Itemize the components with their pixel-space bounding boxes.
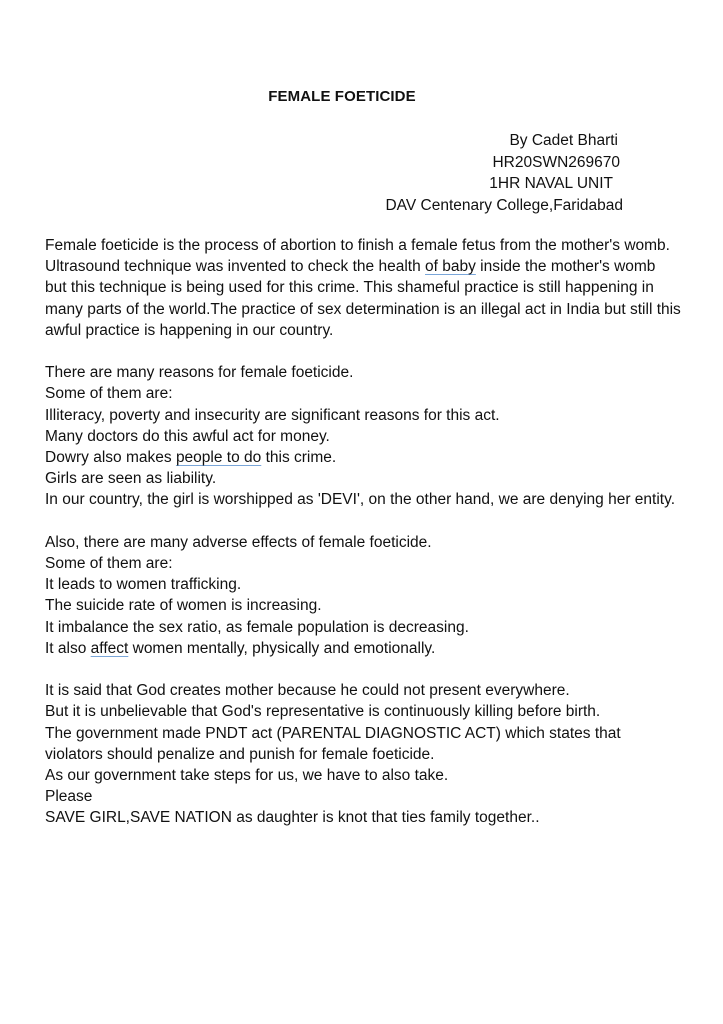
paragraph-line: Ultrasound technique was invented to check the health of baby inside the mother's womb: [45, 258, 656, 276]
paragraph-reasons: [45, 362, 711, 510]
grammar-underline: people to do: [175, 449, 262, 467]
paragraph-line: Dowry also makes people to do this crime.: [45, 449, 337, 467]
paragraph-line: Girls are seen as liability.: [45, 470, 217, 488]
paragraph-line: In our country, the girl is worshipped as 'DEVI', on the other hand, we are denying her entity.: [45, 491, 675, 509]
paragraph-line: Some of them are:: [45, 555, 173, 573]
paragraph-line: but this technique is being used for this crime. This shameful practice is still happening in: [45, 279, 654, 297]
paragraph-line: violators should penalize and punish for female foeticide.: [45, 745, 435, 763]
paragraph-conclusion: [45, 680, 711, 828]
paragraph-line: The suicide rate of women is increasing.: [45, 597, 322, 615]
author-name: By Cadet Bharti: [509, 132, 618, 149]
paragraph-line: It leads to women trafficking.: [45, 576, 242, 594]
document-title: FEMALE FOETICIDE: [268, 88, 416, 105]
paragraph-line: Please: [45, 788, 93, 806]
paragraph-line: awful practice is happening in our country.: [45, 321, 334, 339]
registration-number: HR20SWN269670: [492, 153, 620, 171]
paragraph-line: many parts of the world.The practice of sex determination is an illegal act in India but still this: [45, 300, 681, 318]
paragraph-line: Also, there are many adverse effects of female foeticide.: [45, 533, 432, 551]
paragraph-line: There are many reasons for female foeticide.: [45, 364, 354, 382]
essay-body: [45, 235, 711, 850]
paragraph-line: Many doctors do this awful act for money.: [45, 427, 330, 445]
paragraph-line: But it is unbelievable that God's representative is continuously killing before birth.: [45, 703, 601, 721]
paragraph-intro: [45, 235, 711, 341]
paragraph-line: It also affect women mentally, physically and emotionally.: [45, 639, 436, 657]
unit-name: 1HR NAVAL UNIT: [489, 175, 613, 192]
paragraph-line: The government made PNDT act (PARENTAL DIAGNOSTIC ACT) which states that: [45, 724, 621, 742]
paragraph-line: It imbalance the sex ratio, as female population is decreasing.: [45, 618, 469, 636]
college-name: DAV Centenary College,Faridabad: [385, 196, 623, 214]
paragraph-line: As our government take steps for us, we have to also take.: [45, 767, 449, 785]
paragraph-line: SAVE GIRL,SAVE NATION as daughter is knot that ties family together..: [45, 809, 540, 827]
grammar-underline: of baby: [425, 258, 476, 276]
paragraph-line: Some of them are:: [45, 385, 173, 403]
paragraph-effects: [45, 532, 711, 659]
author-byline: [263, 130, 623, 216]
paragraph-line: Illiteracy, poverty and insecurity are significant reasons for this act.: [45, 406, 500, 424]
grammar-underline: affect: [90, 639, 129, 657]
paragraph-line: It is said that God creates mother because he could not present everywhere.: [45, 682, 570, 700]
paragraph-line: Female foeticide is the process of abortion to finish a female fetus from the mother's womb.: [45, 237, 670, 254]
